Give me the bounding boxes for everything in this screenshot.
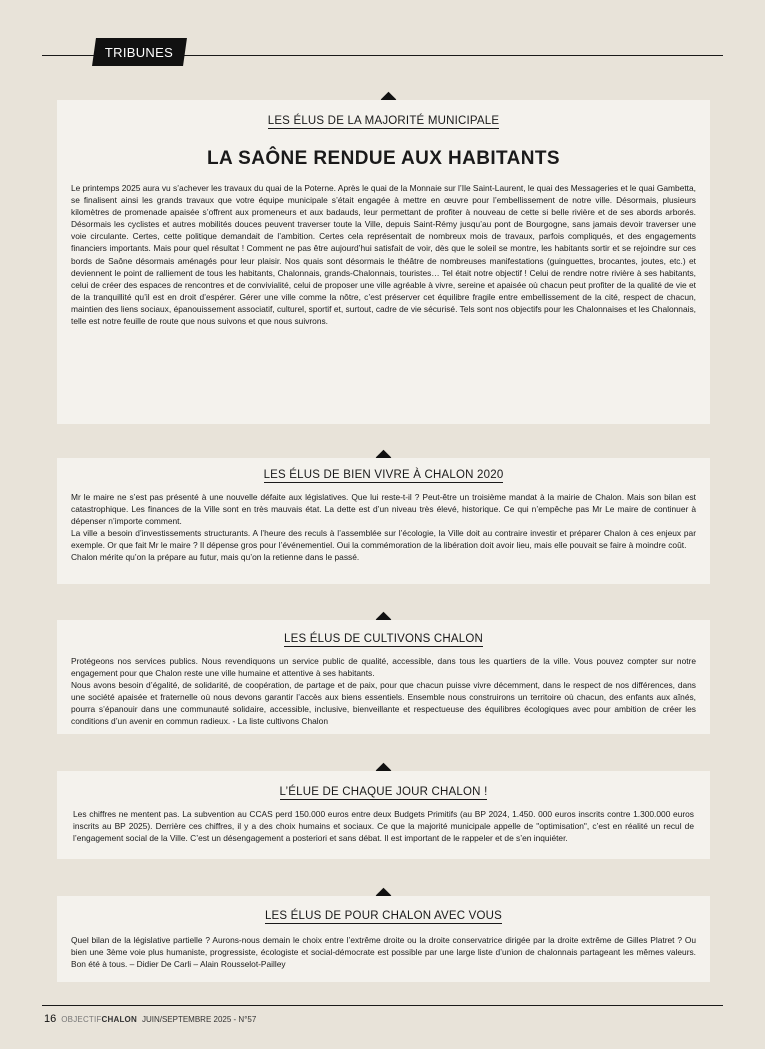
issue-info: JUIN/SEPTEMBRE 2025 - N°57 [141, 1015, 257, 1024]
article-body: Mr le maire ne s’est pas présenté à une nouvelle défaite aux législatives. Que lui reste-t-il ? Peut-être un troisième mandat à la mairie de Chalon. Mais son bilan est catastrophique. Les finances de la Ville sont en très mauvais état. La dette est d’un niveau très élevé, historique. Ce qui n’empêche pas Mr Le maire de continuer à dépenser n’importe comment. La ville a besoin d’investissements structurants. A l’heure des reculs à l’assemblée sur l’écologie, la Ville doit au contraire investir et préparer Chalon à ces enjeux par exemple. Or que fait Mr le maire ? Il dépense gros pour l’événementiel. Oui la commémoration de la libération doit avoir lieu, mais elle pouvait se faire à moindre coût. Chalon mérite qu’on la prépare au futur, mais qu’on la retienne dans le passé. [71, 492, 696, 563]
article-pour-chalon [57, 896, 710, 982]
footer-rule [42, 1005, 723, 1006]
article-body: Les chiffres ne mentent pas. La subvention au CCAS perd 150.000 euros entre deux Budgets Primitifs (au BP 2024, 1.450. 000 euros inscrits contre 1.300.000 euros inscrits au BP 2025). Derrière ces chiffres, il y a des choix humains et sociaux. Ce que la majorité municipale appelle de "optimisation", c’est en réalité un recul de l’engagement social de la Ville. C’est un désengagement a posteriori et sans débat. Il est important de le rappeler et de s’en inquiéter. [73, 809, 694, 844]
article-title: LES ÉLUS DE CULTIVONS CHALON [283, 633, 484, 645]
article-bien-vivre [57, 458, 710, 584]
brand-logo: OBJECTIFCHALON [61, 1015, 137, 1024]
article-headline: LA SAÔNE RENDUE AUX HABITANTS [207, 148, 560, 169]
article-body: Protégeons nos services publics. Nous revendiquons un service public de qualité, accessible, dans tous les quartiers de la ville. Vous pouvez compter sur notre engagement pour que Chalon reste une ville humaine et attentive à ses habitants. Nous avons besoin d’égalité, de solidarité, de coopération, de partage et de paix, pour que chacun puisse vivre décemment, dans le respect de nos différences, dans une société apaisée et fraternelle où nous devons garantir l’accès aux biens essentiels. Ensemble nous construirons un territoire où chacun, des enfants aux aînés, pourra s’épanouir dans une communauté solidaire, accessible, inclusive, bienveillante et respectueuse des équilibres écologiques avec pour ambition de créer les conditions d’un avenir en commun radieux. - La liste cultivons Chalon [71, 656, 696, 727]
article-title: LES ÉLUS DE POUR CHALON AVEC VOUS [264, 910, 503, 922]
article-body: Quel bilan de la législative partielle ? Aurons-nous demain le choix entre l’extrême droite ou la droite conservatrice dirigée par la droite extrême de Gilles Platret ? Ou bien une 3ème voie plus humaniste, progressiste, écologiste et social-démocrate est possible par une large liste d’union de chalonnais partageant les mêmes valeurs. Bon été à tous. – Didier De Carli – Alain Rousselot-Pailley [71, 935, 696, 970]
page-footer [44, 1013, 256, 1025]
article-chaque-jour [57, 771, 710, 859]
article-majorite [57, 100, 710, 424]
page-number: 16 [44, 1013, 57, 1025]
article-cultivons [57, 620, 710, 734]
article-body: Le printemps 2025 aura vu s’achever les travaux du quai de la Poterne. Après le quai de la Monnaie sur l’Ile Saint-Laurent, le quai des Messageries et le quai Gambetta, se finalisent ainsi les grands travaux que votre équipe municipale s’était engagée à mettre en œuvre pour l’embellissement de notre ville. Désormais, plusieurs kilomètres de promenade apaisée s’offrent aux promeneurs et aux badauds, leur permettant de profiter à nouveau de cette si belle rivière et de ses abords arborés. Désormais les cyclistes et autres mobilités douces peuvent traverser toute la Ville, depuis Saint-Rémy jusqu’au pont de Bourgogne, sans jamais devoir traverser une voie circulante. Certes, cette politique demandait de l’ambition. Certes cela représentait de nombreux mois de travaux, parfois compliqués, et des engagements financiers importants. Mais pour quel résultat ! Comment ne pas être aujourd’hui satisfait de voir, dès que le soleil se montre, les habitants sortir et se rejoindre sur ces bords de Saône désormais aménagés pour leur plaisir. Nos quais sont désormais le théâtre de nombreuses manifestations (guinguettes, brocantes, joutes, etc.) et deviennent le point de ralliement de tous les habitants, Chalonnais, grands-Chalonnais, touristes… Tel était notre objectif ! Celui de rendre notre rivière à ses habitants, celui de créer des espaces de rencontres et de convivialité, celui de proposer une ville agréable à vivre, sereine et apaisée où chacun peut profiter de la qualité de vie et de la tranquillité qu’il est en droit d’espérer. Gérer une ville comme la nôtre, c’est préserver cet équilibre fragile entre embellissement de la cité, respect de chacun, maintien des liens sociaux, épanouissement associatif, culturel, sportif et, surtout, cadre de vie sécurisé. Tels sont nos objectifs pour les Chalonnaises et les Chalonnais, telle est notre feuille de route que nous suivons et que nous suivrons. [71, 183, 696, 327]
article-title: L’ÉLUE DE CHAQUE JOUR CHALON ! [279, 786, 488, 798]
article-title: LES ÉLUS DE BIEN VIVRE À CHALON 2020 [263, 469, 504, 481]
section-tag: TRIBUNES [92, 38, 187, 66]
article-title: LES ÉLUS DE LA MAJORITÉ MUNICIPALE [267, 115, 500, 127]
